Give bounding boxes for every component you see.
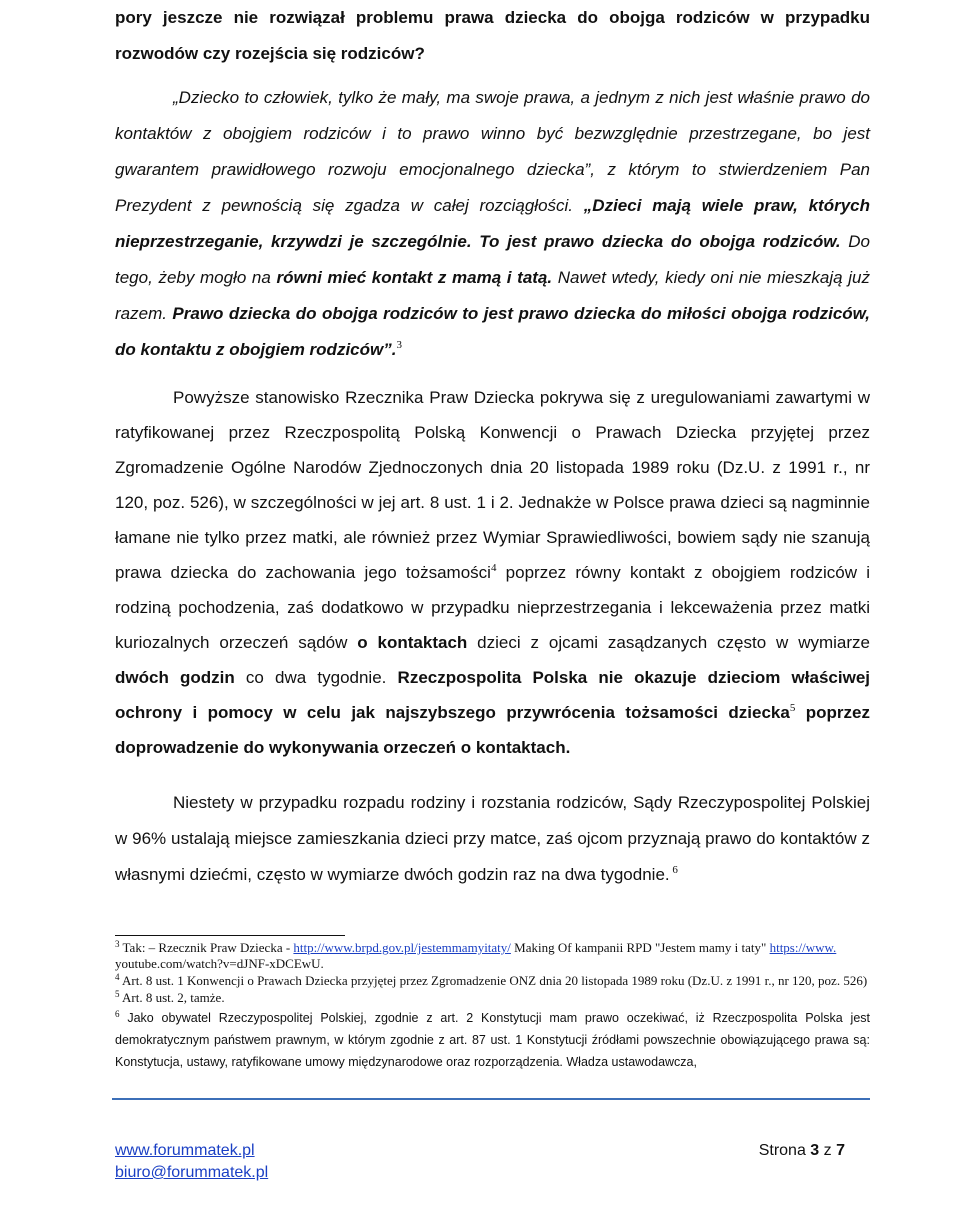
page-number-total: 7 [836, 1142, 845, 1159]
footnote-5-text: Art. 8 ust. 2, tamże. [119, 990, 225, 1005]
p2-text-2: poprzez równy kontakt z obojgiem rodziców i rodziną pochodzenia, zaś dodatkowo w przypadku nieprzestrzegania i lekceważenia przez matki kuriozalnych orzeczeń sądów [115, 563, 870, 652]
p3-text: Niestety w przypadku rozpadu rodziny i rozstania rodziców, Sądy Rzeczypospolitej Polskiej w 96% ustalają miejsce zamieszkania dzieci przy matce, zaś ojcom przyznają prawo do kontaktów z własnymi dziećmi, często w wymiarze dwóch godzin raz na dwa tygodnie. [115, 793, 870, 884]
quote-paragraph [115, 80, 870, 368]
quote-s2: z którym to stwierdzeniem Pan Prezydent z pewnością się zgadza w całej rozciągłości. [115, 160, 870, 215]
footnote-6-number: 6 [115, 1009, 120, 1019]
footnote-3-text-c: youtube.com/watch?v=dJNF-xDCEwU. [115, 956, 324, 971]
quote-s4: Do tego, żeby mogło na [115, 232, 870, 287]
p2-bold-dwie-godziny: dwóch godzin [115, 668, 235, 687]
footer-rule [112, 1098, 870, 1100]
footer-email-link[interactable]: biuro@forummatek.pl [115, 1164, 269, 1181]
page-number-current: 3 [810, 1142, 820, 1159]
footer-website-link[interactable]: www.forummatek.pl [115, 1142, 255, 1159]
footnote-4-number: 4 [115, 972, 120, 982]
footnote-5 [115, 990, 870, 1006]
quote-s6: Nawet wtedy, kiedy oni nie mieszkają już razem. [115, 268, 870, 323]
footnote-3 [115, 940, 870, 972]
quote-s5: równi mieć kontakt z mamą i tatą. [276, 268, 553, 287]
footnote-ref-4: 4 [490, 562, 497, 574]
footnote-3-link-youtube[interactable]: https://www. [769, 940, 837, 955]
page-number-separator: z [819, 1142, 837, 1159]
page-number [759, 1140, 845, 1162]
quote-s3: „Dzieci mają wiele praw, których nieprzestrzeganie, krzywdzi je szczególnie. To jest prawo dziecka do obojga rodziców. [115, 196, 870, 251]
page-number-prefix: Strona [758, 1142, 811, 1159]
footnote-ref-5: 5 [789, 702, 796, 714]
footnote-separator [115, 935, 345, 936]
paragraph-convention [115, 380, 870, 765]
p2-bold-kontakty: o kontaktach [357, 633, 468, 652]
top-paragraph: pory jeszcze nie rozwiązał problemu prawa dziecka do obojga rodziców w przypadku rozwodów czy rozejścia się rodziców? [115, 8, 870, 63]
footnote-3-text-a: Tak: – Rzecznik Praw Dziecka - [119, 940, 294, 955]
footnote-4-text: Art. 8 ust. 1 Konwencji o Prawach Dziecka przyjętej przez Zgromadzenie ONZ dnia 20 listopada 1989 roku (Dz.U. z 1991 r., nr 120, poz. 526) [119, 973, 868, 988]
p2-text-4: co dwa tygodnie. [234, 668, 398, 687]
quote-s1: „Dziecko to człowiek, tylko że mały, ma swoje prawa, a jednym z nich jest właśnie prawo do kontaktów z obojgiem rodziców i to prawo winno być bezwzględnie przestrzegane, bo jest gwarantem prawidłowego rozwoju emocjonalnego dziecka”, [115, 88, 870, 179]
footnote-3-link-brpd[interactable]: http://www.brpd.gov.pl/jestemmamyitaty/ [293, 940, 511, 955]
p2-bold-end: poprzez doprowadzenie do wykonywania orzeczeń o kontaktach. [115, 703, 870, 757]
p2-bold-rp: Rzeczpospolita Polska nie okazuje dzieciom właściwej ochrony i pomocy w celu jak najszybszego przywrócenia tożsamości dziecka [115, 668, 870, 722]
footer-contact [115, 1140, 268, 1184]
p2-text-1: Powyższe stanowisko Rzecznika Praw Dziecka pokrywa się z uregulowaniami zawartymi w ratyfikowanej przez Rzeczpospolitą Polską Konwencji o Prawach Dziecka przyjętej przez Zgromadzenie Ogólne Narodów Zjednoczonych dnia 20 listopada 1989 roku (Dz.U. z 1991 r., nr 120, poz. 526), w szczególności w jej art. 8 ust. 1 i 2. Jednakże w Polsce prawa dzieci są nagminnie łamane nie tylko przez matki, ale również przez Wymiar Sprawiedliwości, bowiem sądy nie szanują prawa dziecka do zachowania jego tożsamości [115, 388, 870, 582]
p2-text-3: dzieci z ojcami zasądzanych często w wymiarze [467, 633, 871, 652]
footnote-6 [115, 1007, 870, 1073]
footnote-3-number: 3 [115, 939, 120, 949]
quote-s7: Prawo dziecka do obojga rodziców to jest prawo dziecka do miłości obojga rodziców, do kontaktu z obojgiem rodziców”. [115, 304, 870, 359]
footnote-ref-3: 3 [396, 339, 402, 351]
footnote-ref-6: 6 [669, 864, 678, 876]
footnote-3-text-b: Making Of kampanii RPD "Jestem mamy i taty" [510, 940, 770, 955]
footnotes [115, 940, 870, 1074]
paragraph-courts [115, 785, 870, 893]
footnote-6-text: Jako obywatel Rzeczypospolitej Polskiej, zgodnie z art. 2 Konstytucji mam prawo oczekiwać, iż Rzeczpospolita Polska jest demokratycznym państwem prawnym, w którym zgodnie z art. 87 ust. 1 Konstytucji źródłami powszechnie obowiązującego prawa są: Konstytucja, ustawy, ratyfikowane umowy międzynarodowe oraz rozporządzenia. Władza ustawodawcza, [115, 1011, 870, 1069]
footnote-5-number: 5 [115, 989, 120, 999]
footnote-4 [115, 973, 870, 989]
